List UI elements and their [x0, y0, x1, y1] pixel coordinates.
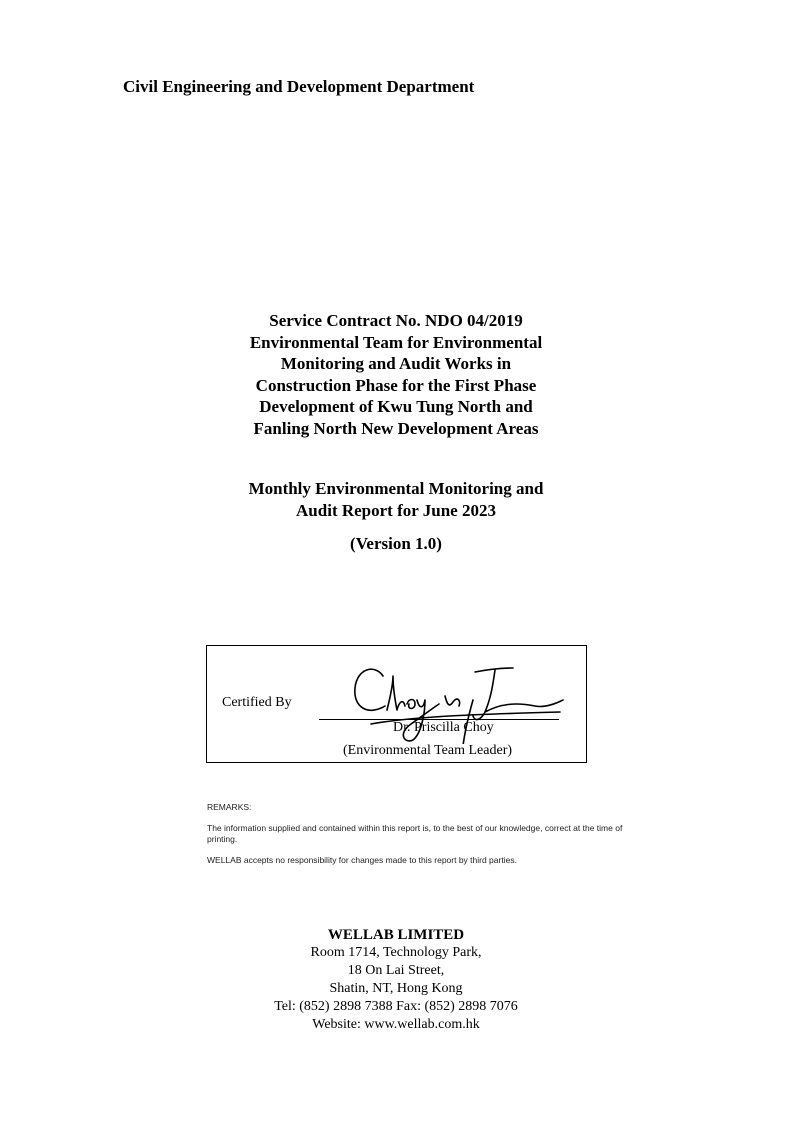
- signer-name: Dr. Priscilla Choy: [393, 720, 494, 735]
- remarks-section: [207, 802, 627, 876]
- certified-by-label: Certified By: [222, 695, 292, 710]
- company-name: WELLAB LIMITED: [327, 927, 465, 943]
- report-line: Monthly Environmental Monitoring and: [248, 479, 544, 498]
- department-header: Civil Engineering and Development Department: [123, 77, 475, 96]
- title-line: Monitoring and Audit Works in: [280, 354, 512, 373]
- remarks-heading: REMARKS:: [207, 802, 252, 812]
- certification-box: [206, 645, 587, 763]
- address-line: Shatin, NT, Hong Kong: [329, 981, 463, 996]
- address-line: Room 1714, Technology Park,: [310, 945, 482, 960]
- signer-role: (Environmental Team Leader): [343, 743, 513, 758]
- remarks-paragraph: The information supplied and contained within this report is, to the best of our knowledge, correct at the time of printing.: [207, 823, 623, 844]
- company-info: [196, 926, 596, 1034]
- title-line: Environmental Team for Environmental: [249, 332, 543, 352]
- report-line: Audit Report for June 2023: [296, 500, 496, 520]
- report-title: [196, 478, 596, 521]
- address-line: 18 On Lai Street,: [347, 963, 445, 978]
- title-line: Service Contract No. NDO 04/2019: [269, 311, 523, 330]
- title-line: Development of Kwu Tung North and: [259, 397, 533, 416]
- contract-title: [196, 310, 596, 439]
- title-line: Fanling North New Development Areas: [253, 418, 539, 438]
- title-line: Construction Phase for the First Phase: [255, 375, 537, 395]
- website-link[interactable]: Website: www.wellab.com.hk: [312, 1017, 480, 1032]
- version-label: (Version 1.0): [350, 534, 442, 553]
- remarks-paragraph: WELLAB accepts no responsibility for changes made to this report by third parties.: [207, 855, 517, 865]
- contact-phone-fax: Tel: (852) 2898 7388 Fax: (852) 2898 7076: [274, 999, 518, 1014]
